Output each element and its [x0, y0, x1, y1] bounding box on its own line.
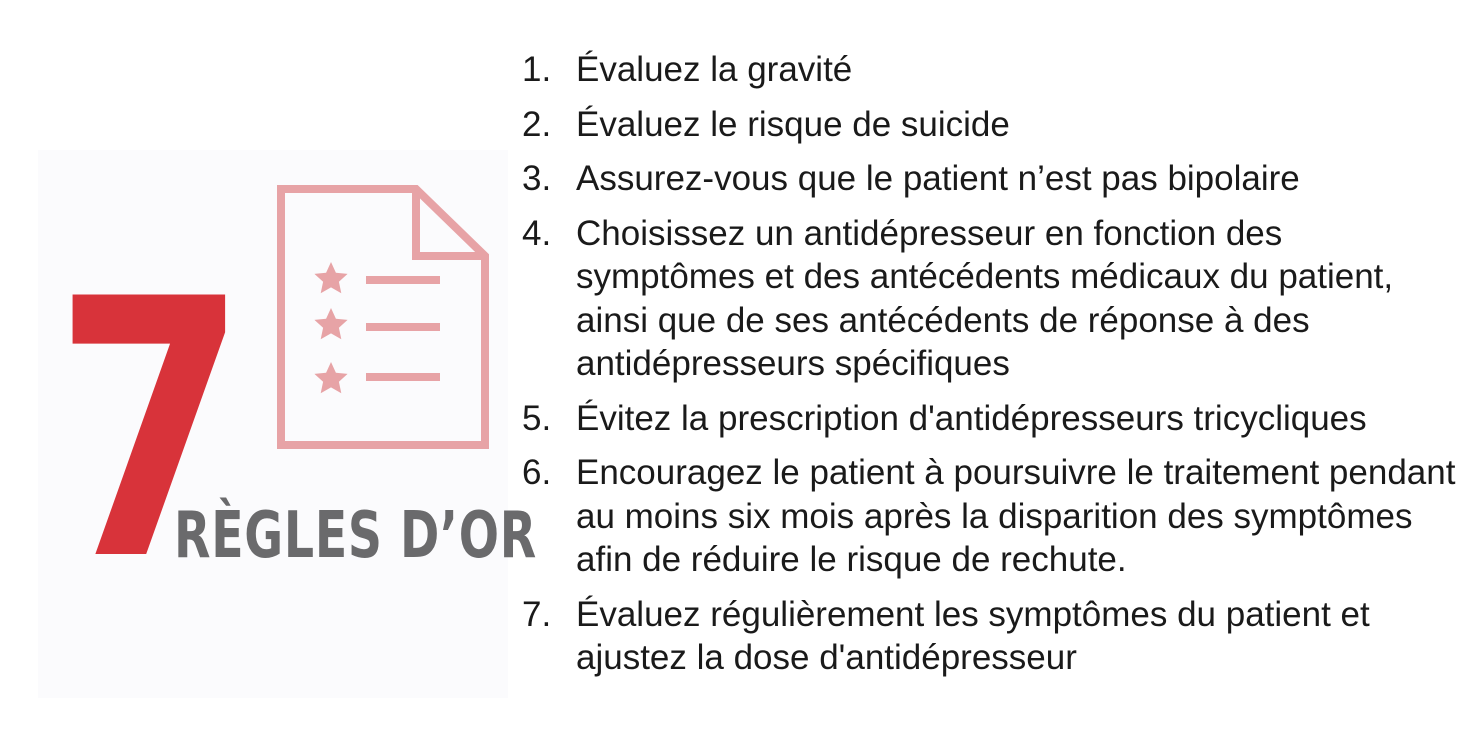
rules-list — [522, 48, 1462, 691]
rule-text: Assurez-vous que le patient n’est pas bipolaire — [576, 159, 1300, 198]
rule-item — [522, 593, 1462, 680]
rule-item — [522, 48, 1462, 92]
rule-text: Évaluez régulièrement les symptômes du patient et ajustez la dose d'antidépresseur — [576, 594, 1370, 677]
rule-item — [522, 451, 1462, 582]
rule-text: Évaluez la gravité — [576, 50, 853, 89]
rule-text: Évaluez le risque de suicide — [576, 104, 1010, 144]
rule-number: 5. — [522, 398, 552, 438]
golden-rules-title: RÈGLES D’OR — [174, 499, 537, 573]
rule-text: Choisissez un antidépresseur en fonction des symptômes et des antécédents médicaux du patient, ainsi que de ses antécédents de réponse à des antidépresseurs spécifiques — [576, 213, 1394, 383]
rule-number: 6. — [522, 453, 552, 492]
rule-item — [522, 157, 1462, 201]
rule-number: 2. — [522, 104, 552, 144]
rule-item — [522, 212, 1462, 386]
rule-item — [522, 103, 1462, 147]
rule-number: 4. — [522, 213, 552, 253]
rule-number: 3. — [522, 159, 552, 198]
rule-text: Encouragez le patient à poursuivre le traitement pendant au moins six mois après la disparition des symptômes afin de réduire le risque de rechute. — [576, 453, 1456, 579]
seven-number: 7 — [54, 224, 248, 638]
rule-text: Évitez la prescription d'antidépresseurs tricycliques — [576, 398, 1367, 438]
rule-item — [522, 397, 1462, 441]
rule-number: 1. — [522, 50, 552, 89]
document-star-checklist-icon — [276, 184, 490, 450]
rule-number: 7. — [522, 594, 552, 634]
